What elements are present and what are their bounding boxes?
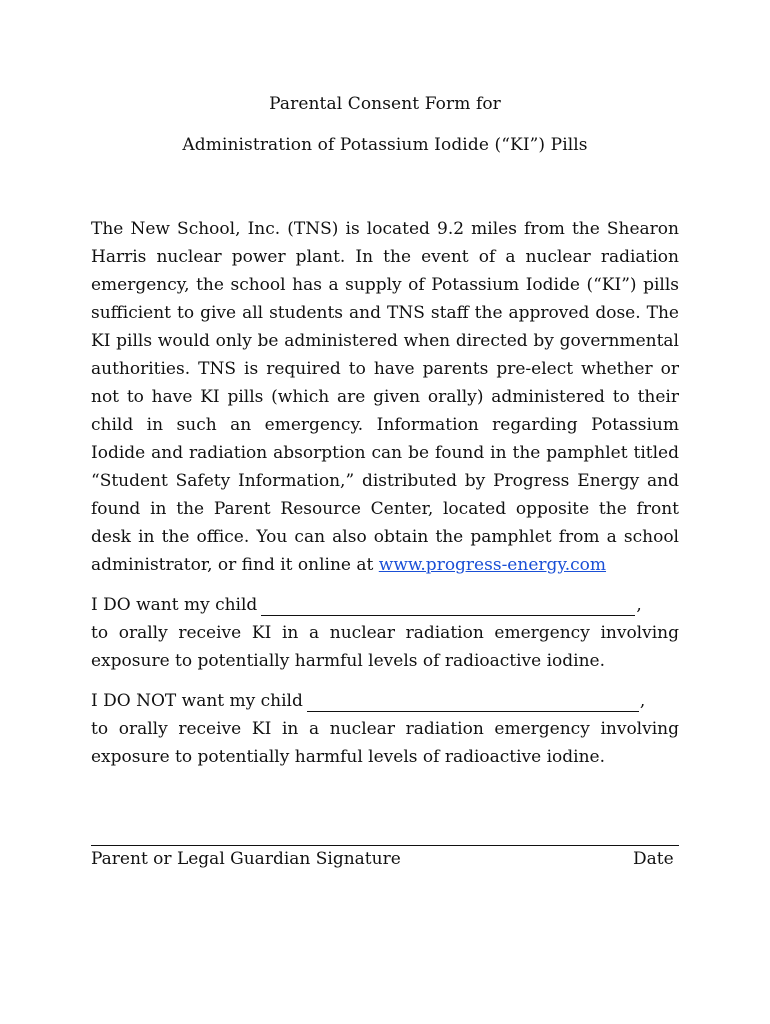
- choice-do-section: [91, 591, 679, 675]
- choice-do-prefix: I DO want my child: [91, 595, 258, 615]
- signature-line[interactable]: [91, 845, 679, 846]
- body-text: The New School, Inc. (TNS) is located 9.2 miles from the Shearon Harris nuclear power plant. In the event of a nuclear radiation emergency, the school has a supply of Potassium Iodide (“KI”) pills sufficient to give all students and TNS staff the approved dose. The KI pills would only be administered when directed by governmental authorities. TNS is required to have parents pre-elect whether or not to have KI pills (which are given orally) administered to their child in such an emergency. Information regarding Potassium Iodide and radiation absorption can be found in the pamphlet titled “Student Safety Information,” distributed by Progress Energy and found in the Parent Resource Center, located opposite the front desk in the office. You can also obtain the pamphlet from a school administrator, or find it online at: [91, 219, 679, 575]
- child-name-blank-dont[interactable]: [307, 691, 639, 712]
- choice-dont-section: [91, 687, 679, 771]
- choice-do-line: [91, 591, 679, 619]
- choice-dont-line: [91, 687, 679, 715]
- choice-do-comma: ,: [636, 595, 642, 615]
- choice-dont-text: to orally receive KI in a nuclear radiation emergency involving exposure to potentially harmful levels of radioactive iodine.: [91, 719, 679, 767]
- signature-label: Parent or Legal Guardian Signature: [91, 849, 401, 869]
- body-paragraph: [91, 215, 679, 579]
- choice-dont-prefix: I DO NOT want my child: [91, 691, 303, 711]
- child-name-blank-do[interactable]: [261, 595, 635, 616]
- form-title-line-2: Administration of Potassium Iodide (“KI”) Pills: [182, 135, 588, 155]
- form-title-line-1: Parental Consent Form for: [269, 94, 501, 114]
- progress-energy-link[interactable]: www.progress-energy.com: [378, 555, 607, 575]
- date-label: Date: [633, 849, 674, 869]
- choice-dont-comma: ,: [639, 691, 646, 711]
- choice-do-text: to orally receive KI in a nuclear radiation emergency involving exposure to potentially harmful levels of radioactive iodine.: [91, 623, 679, 671]
